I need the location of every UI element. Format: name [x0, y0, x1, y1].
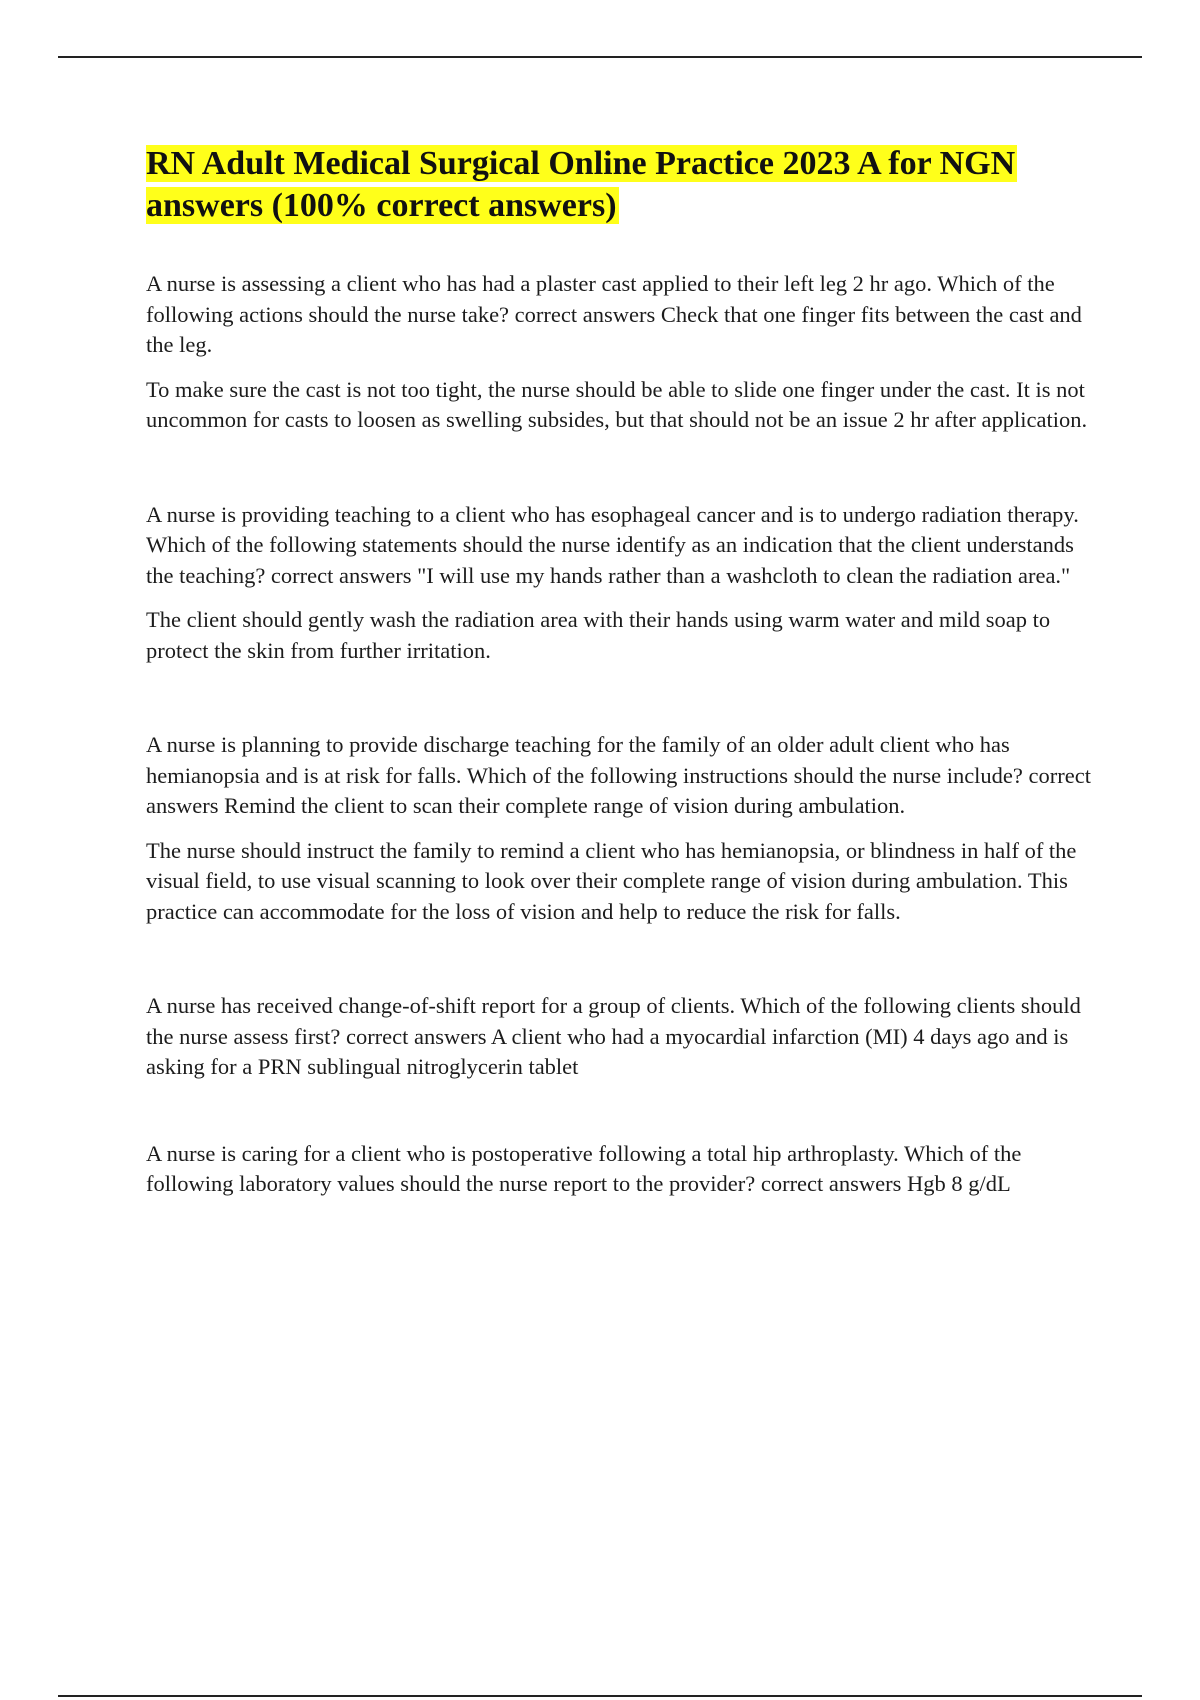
- qa-item-1: [146, 269, 1096, 436]
- top-rule: [58, 56, 1142, 58]
- qa-item-2: [146, 500, 1096, 667]
- question-text: A nurse has received change-of-shift report for a group of clients. Which of the following clients should the nurse assess first? correct answers A client who had a myocardial infarction (MI) 4 days ago and is asking for a PRN sublingual nitroglycerin tablet: [146, 993, 1081, 1079]
- question-text: A nurse is planning to provide discharge teaching for the family of an older adult client who has hemianopsia and is at risk for falls. Which of the following instructions should the nurse include? correct answers Remind the client to scan their complete range of vision during ambulation.: [146, 732, 1091, 818]
- rationale-text: The client should gently wash the radiation area with their hands using warm water and mild soap to protect the skin from further irritation.: [146, 607, 1051, 663]
- bottom-rule: [58, 1695, 1142, 1697]
- title-highlight: RN Adult Medical Surgical Online Practice 2023 A for NGN answers (100% correct answers): [146, 145, 1016, 224]
- document-title: [146, 143, 1096, 227]
- qa-item-5: [146, 1139, 1096, 1200]
- rationale-text: To make sure the cast is not too tight, the nurse should be able to slide one finger under the cast. It is not uncommon for casts to loosen as swelling subsides, but that should not be an issue 2 hr after application.: [146, 376, 1088, 432]
- rationale-text: The nurse should instruct the family to remind a client who has hemianopsia, or blindness in half of the visual field, to use visual scanning to look over their complete range of vision during ambulation. This practice can accommodate for the loss of vision and help to reduce the risk for falls.: [146, 837, 1077, 924]
- question-text: A nurse is caring for a client who is postoperative following a total hip arthroplasty. Which of the following laboratory values should the nurse report to the provider? correct answers Hgb 8 g/dL: [146, 1140, 1022, 1196]
- question-text: A nurse is providing teaching to a client who has esophageal cancer and is to undergo radiation therapy. Which of the following statements should the nurse identify as an indication that the client understands the teaching? correct answers "I will use my hands rather than a washcloth to clean the radiation area.": [146, 501, 1079, 588]
- document-body: [146, 143, 1096, 1214]
- qa-item-3: [146, 730, 1096, 927]
- qa-item-4: [146, 991, 1096, 1083]
- question-text: A nurse is assessing a client who has had a plaster cast applied to their left leg 2 hr ago. Which of the following actions should the nurse take? correct answers Check that one finger fits between the cast and the leg.: [146, 271, 1082, 357]
